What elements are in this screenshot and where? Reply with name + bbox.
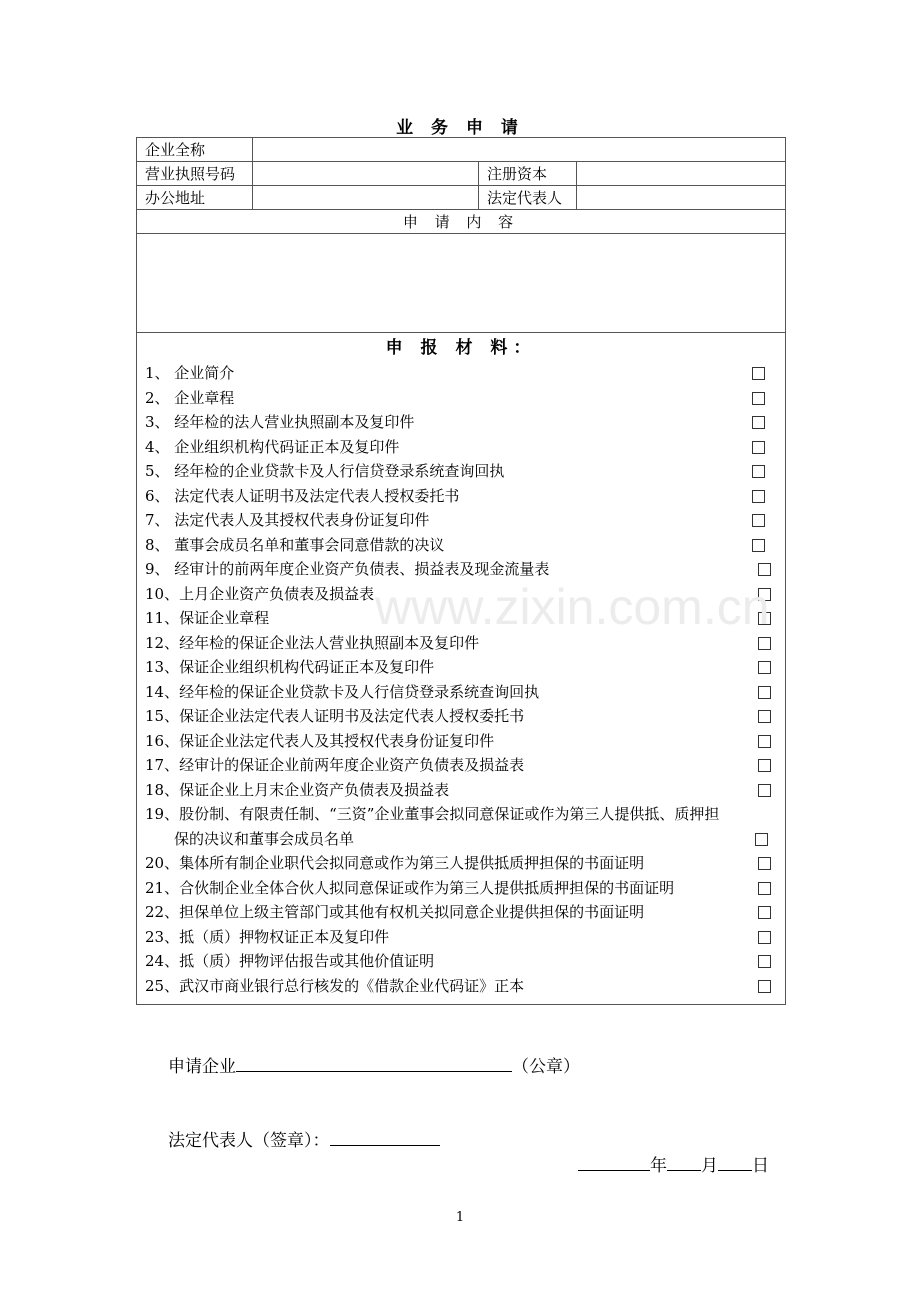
material-item-label: 8、 董事会成员名单和董事会同意借款的决议 — [145, 535, 445, 554]
application-content-field[interactable] — [137, 234, 786, 333]
material-checkbox[interactable] — [758, 637, 771, 650]
material-checkbox[interactable] — [752, 465, 765, 478]
material-checkbox[interactable] — [758, 710, 771, 723]
legal-rep-sign-line — [168, 1126, 440, 1151]
material-item-label: 3、 经年检的法人营业执照副本及复印件 — [145, 413, 415, 431]
material-item-label: 9、 经审计的前两年度企业资产负债表、损益表及现金流量表 — [145, 560, 550, 578]
material-item-label: 25、武汉市商业银行总行核发的《借款企业代码证》正本 — [145, 976, 525, 995]
page-title: 业 务 申 请 — [396, 118, 524, 138]
material-checkbox[interactable] — [752, 441, 765, 454]
materials-header: 申 报 材 料： — [385, 338, 537, 358]
material-item-label: 18、保证企业上月末企业资产负债表及损益表 — [145, 780, 450, 799]
year-field[interactable] — [578, 1152, 650, 1171]
material-item — [137, 851, 785, 876]
material-checkbox[interactable] — [758, 955, 771, 968]
material-item — [137, 582, 785, 607]
material-item — [137, 361, 785, 386]
material-item-label: 24、抵（质）押物评估报告或其他价值证明 — [145, 952, 435, 970]
material-item — [137, 410, 785, 435]
material-checkbox[interactable] — [752, 539, 765, 552]
material-checkbox[interactable] — [758, 931, 771, 944]
material-checkbox[interactable] — [752, 514, 765, 527]
material-checkbox[interactable] — [752, 490, 765, 503]
material-item — [137, 802, 785, 851]
material-item-label: 7、 法定代表人及其授权代表身份证复印件 — [145, 511, 430, 529]
material-item — [137, 900, 785, 925]
day-field[interactable] — [718, 1152, 752, 1171]
material-item — [137, 484, 785, 509]
page-number: 1 — [455, 1210, 465, 1225]
material-item — [137, 974, 785, 999]
day-label: 日 — [752, 1156, 769, 1176]
registered-capital-field[interactable] — [577, 162, 786, 186]
month-field[interactable] — [667, 1152, 701, 1171]
material-item — [137, 778, 785, 803]
material-checkbox[interactable] — [758, 612, 771, 625]
month-label: 月 — [701, 1156, 718, 1176]
material-checkbox[interactable] — [752, 416, 765, 429]
seal-label: （公章） — [512, 1057, 580, 1077]
material-item — [137, 386, 785, 411]
material-checkbox[interactable] — [758, 906, 771, 919]
application-form — [136, 137, 786, 1005]
material-checkbox[interactable] — [752, 367, 765, 380]
material-item-label: 14、经年检的保证企业贷款卡及人行信贷登录系统查询回执 — [145, 682, 540, 701]
material-item-label: 15、保证企业法定代表人证明书及法定代表人授权委托书 — [145, 707, 525, 725]
material-checkbox[interactable] — [758, 784, 771, 797]
applicant-line — [168, 1052, 580, 1077]
legal-rep-sign-field[interactable] — [330, 1127, 440, 1146]
material-item-label: 21、合伙制企业全体合伙人拟同意保证或作为第三人提供抵质押担保的书面证明 — [145, 878, 675, 897]
material-item-label: 10、上月企业资产负债表及损益表 — [145, 584, 375, 603]
company-name-field[interactable] — [253, 138, 786, 162]
material-item-label: 6、 法定代表人证明书及法定代表人授权委托书 — [145, 486, 460, 505]
material-item — [137, 533, 785, 558]
material-item-label: 19、股份制、有限责任制、“三资”企业董事会拟同意保证或作为第三人提供抵、质押担 — [145, 805, 720, 823]
office-address-label: 办公地址 — [137, 186, 253, 210]
material-item-label: 23、抵（质）押物权证正本及复印件 — [145, 927, 390, 946]
material-item-label: 1、 企业简介 — [145, 364, 235, 382]
material-checkbox[interactable] — [758, 857, 771, 870]
watermark: www.zixin.com.cn — [375, 579, 770, 635]
legal-rep-label: 法定代表人 — [479, 186, 577, 210]
legal-rep-field[interactable] — [577, 186, 786, 210]
material-item-label: 5、 经年检的企业贷款卡及人行信贷登录系统查询回执 — [145, 462, 505, 480]
material-checkbox[interactable] — [758, 588, 771, 601]
material-item — [137, 949, 785, 974]
material-item — [137, 435, 785, 460]
application-content-header: 申 请 内 容 — [137, 210, 786, 234]
license-no-field[interactable] — [253, 162, 479, 186]
material-item — [137, 704, 785, 729]
material-checkbox[interactable] — [758, 759, 771, 772]
material-item-label: 11、保证企业章程 — [145, 609, 270, 627]
materials-section — [137, 333, 786, 1005]
material-item — [137, 631, 785, 656]
registered-capital-label: 注册资本 — [479, 162, 577, 186]
material-checkbox[interactable] — [758, 980, 771, 993]
material-item — [137, 729, 785, 754]
material-item-label: 16、保证企业法定代表人及其授权代表身份证复印件 — [145, 731, 495, 750]
applicant-label: 申请企业 — [168, 1057, 236, 1077]
legal-rep-sign-label: 法定代表人（签章）： — [168, 1131, 330, 1151]
year-label: 年 — [650, 1156, 667, 1176]
material-item-label: 4、 企业组织机构代码证正本及复印件 — [145, 437, 400, 456]
license-no-label: 营业执照号码 — [137, 162, 253, 186]
material-item — [137, 925, 785, 950]
material-item-label: 2、 企业章程 — [145, 388, 235, 407]
date-line — [578, 1151, 769, 1176]
material-item-label: 12、经年检的保证企业法人营业执照副本及复印件 — [145, 633, 480, 652]
company-name-label: 企业全称 — [137, 138, 253, 162]
material-item-label: 20、集体所有制企业职代会拟同意或作为第三人提供抵质押担保的书面证明 — [145, 854, 645, 872]
material-item — [137, 655, 785, 680]
material-item-label: 22、担保单位上级主管部门或其他有权机关拟同意企业提供担保的书面证明 — [145, 903, 645, 921]
material-checkbox[interactable] — [758, 882, 771, 895]
material-item-label-continued: 保的决议和董事会成员名单 — [174, 829, 355, 848]
material-checkbox[interactable] — [758, 735, 771, 748]
material-checkbox[interactable] — [758, 563, 771, 576]
material-item — [137, 876, 785, 901]
material-checkbox[interactable] — [755, 833, 768, 846]
material-item — [137, 459, 785, 484]
office-address-field[interactable] — [253, 186, 479, 210]
material-checkbox[interactable] — [758, 686, 771, 699]
material-checkbox[interactable] — [758, 661, 771, 674]
material-item — [137, 753, 785, 778]
material-checkbox[interactable] — [752, 392, 765, 405]
materials-list — [137, 361, 785, 998]
material-item — [137, 606, 785, 631]
material-item-label: 13、保证企业组织机构代码证正本及复印件 — [145, 658, 435, 676]
material-item — [137, 508, 785, 533]
material-item — [137, 557, 785, 582]
material-item-label: 17、经审计的保证企业前两年度企业资产负债表及损益表 — [145, 756, 525, 774]
material-item — [137, 680, 785, 705]
applicant-field[interactable] — [236, 1053, 512, 1072]
